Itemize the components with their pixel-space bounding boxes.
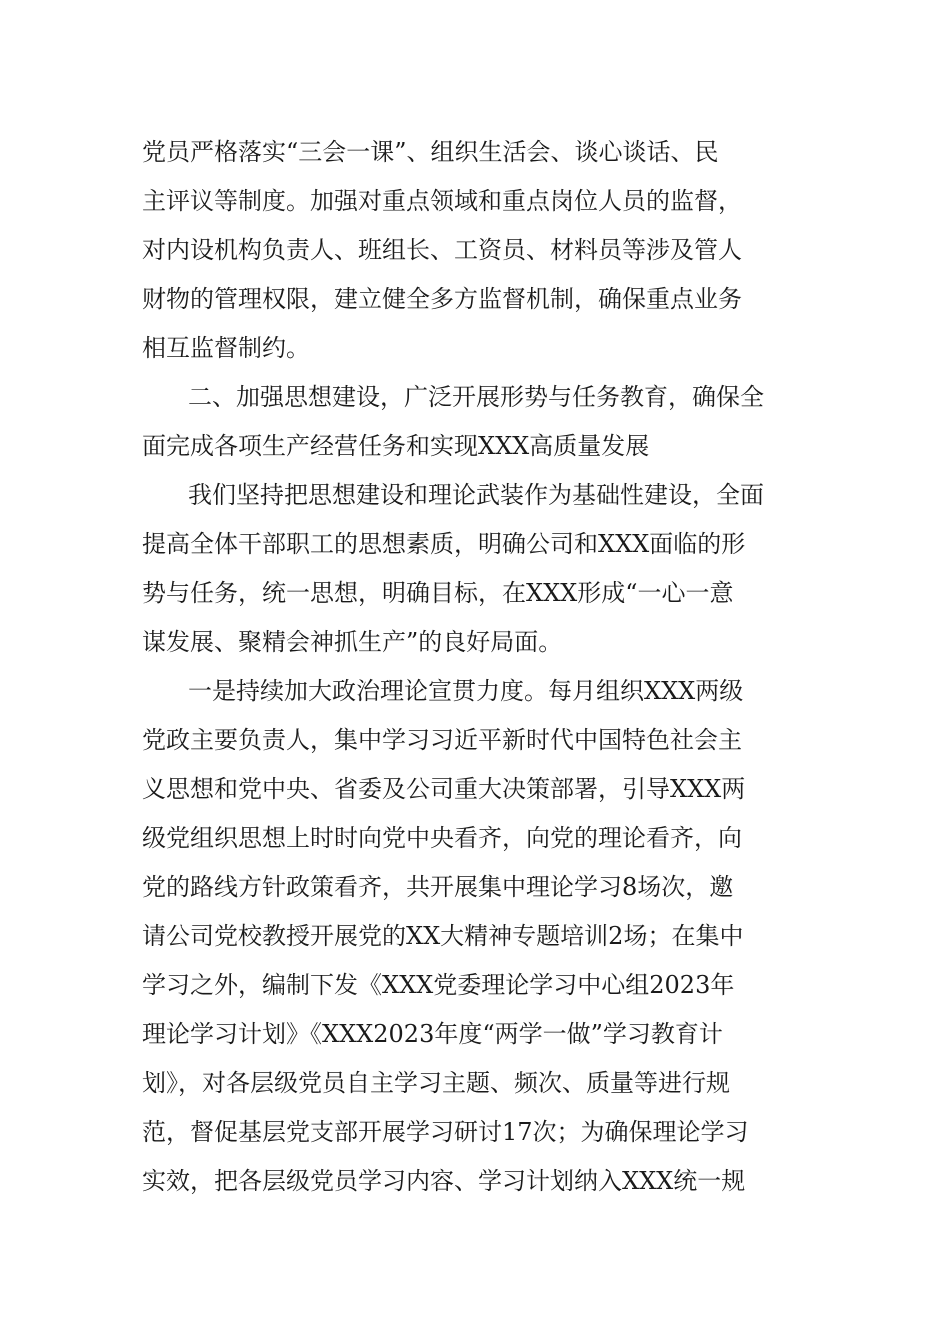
body-line: 党员严格落实“三会一课”、组织生活会、谈心谈话、民 <box>142 138 719 166</box>
body-line: 主评议等制度。加强对重点领域和重点岗位人员的监督， <box>142 187 742 215</box>
section-heading-line: 二、加强思想建设，广泛开展形势与任务教育，确保全 <box>188 383 764 411</box>
body-line: 党的路线方针政策看齐，共开展集中理论学习8场次，邀 <box>142 873 734 901</box>
body-line: 谋发展、聚精会神抓生产”的良好局面。 <box>142 628 563 656</box>
body-line: 提高全体干部职工的思想素质，明确公司和XXX面临的形 <box>142 530 746 558</box>
body-line: 划》，对各层级党员自主学习主题、频次、质量等进行规 <box>142 1069 730 1097</box>
body-line: 我们坚持把思想建设和理论武装作为基础性建设，全面 <box>188 481 764 509</box>
body-line: 财物的管理权限，建立健全多方监督机制，确保重点业务 <box>142 285 742 313</box>
body-line: 相互监督制约。 <box>142 334 310 362</box>
body-line: 一是持续加大政治理论宣贯力度。每月组织XXX两级 <box>188 677 744 705</box>
body-line: 实效，把各层级党员学习内容、学习计划纳入XXX统一规 <box>142 1167 746 1195</box>
body-line: 理论学习计划》《XXX2023年度“两学一做”学习教育计 <box>142 1020 723 1048</box>
body-line: 学习之外，编制下发《XXX党委理论学习中心组2023年 <box>142 971 735 999</box>
body-line: 义思想和党中央、省委及公司重大决策部署，引导XXX两 <box>142 775 746 803</box>
section-heading-line: 面完成各项生产经营任务和实现XXX高质量发展 <box>142 432 650 460</box>
document-body <box>142 128 808 1206</box>
body-line: 势与任务，统一思想，明确目标，在XXX形成“一心一意 <box>142 579 734 607</box>
body-line: 党政主要负责人，集中学习习近平新时代中国特色社会主 <box>142 726 742 754</box>
body-line: 对内设机构负责人、班组长、工资员、材料员等涉及管人 <box>142 236 742 264</box>
body-line: 请公司党校教授开展党的XX大精神专题培训2场；在集中 <box>142 922 744 950</box>
body-line: 级党组织思想上时时向党中央看齐，向党的理论看齐，向 <box>142 824 742 852</box>
body-line: 范，督促基层党支部开展学习研讨17次；为确保理论学习 <box>142 1118 749 1146</box>
